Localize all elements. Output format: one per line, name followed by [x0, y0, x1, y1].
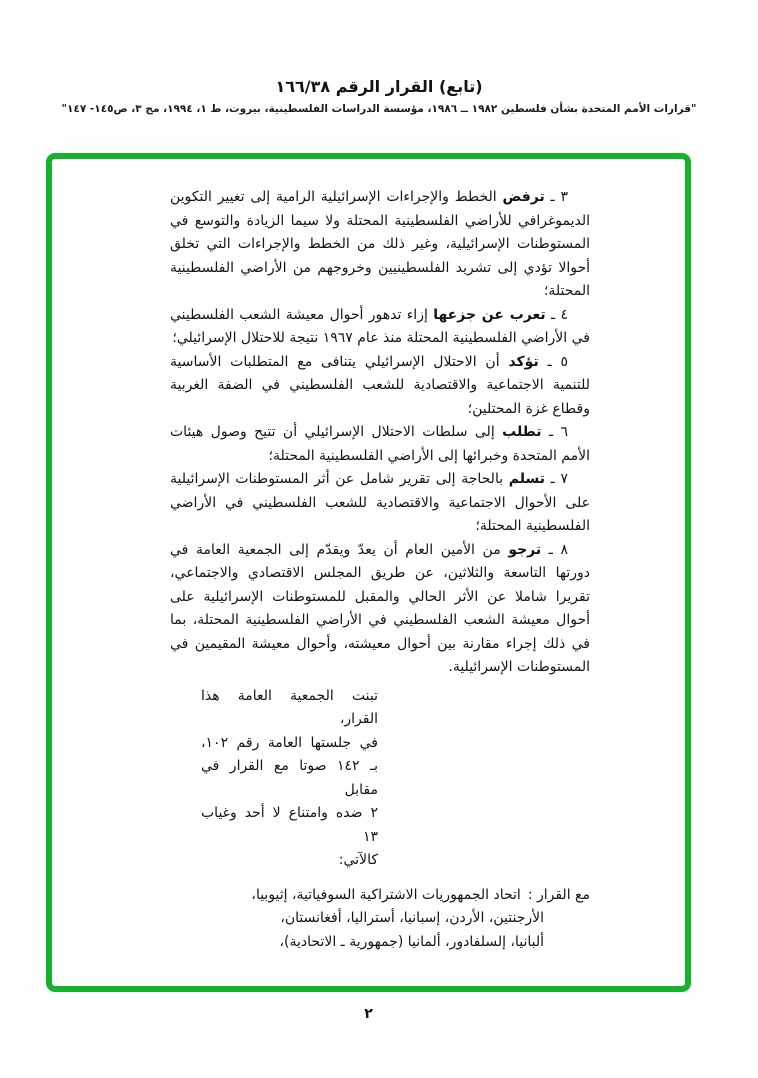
- paragraph-text: إلى سلطات الاحتلال الإسرائيلي أن تتيح وصول هيئات الأمم المتحدة وخبرائها إلى الأراضي الفلسطينية المحتلة؛: [170, 424, 590, 464]
- adoption-note: [201, 685, 378, 873]
- vote-with-label: مع القرار :: [527, 886, 590, 903]
- adoption-line: بـ ١٤٢ صوتا مع القرار في مقابل: [201, 758, 378, 798]
- paragraph-text: إزاء تدهور أحوال معيشة الشعب الفلسطيني في الأراضي الفلسطينية المحتلة منذ عام ١٩٦٧ نتيجة للاحتلال الإسرائيلي؛: [170, 306, 590, 346]
- adoption-line: كالآتي:: [338, 852, 378, 868]
- operative-paragraph-5: [170, 351, 590, 422]
- adoption-line: تبنت الجمعية العامة هذا القرار،: [201, 687, 378, 727]
- operative-paragraph-3: [170, 186, 590, 304]
- vote-with-block: [170, 884, 590, 955]
- vote-with-line: [170, 884, 590, 908]
- operative-paragraph-6: [170, 421, 590, 468]
- resolution-title: (تابع) القرار الرقم ١٦٦/٣٨: [275, 77, 483, 96]
- source-citation: "قرارات الأمم المتحدة بشأن فلسطين ١٩٨٢ ــ ١٩٨٦، مؤسسة الدراسات الفلسطينية، بيروت، ط ١، ١٩٩٤، مج ٣، ص١٤٥- ١٤٧": [61, 103, 697, 115]
- vote-with-countries: اتحاد الجمهوريات الاشتراكية السوفياتية، إثيوبيا،: [251, 886, 521, 903]
- paragraph-number: ٨ ـ: [541, 541, 568, 558]
- paragraph-number: ٧ ـ: [545, 471, 568, 487]
- paragraph-number: ٤ ـ: [545, 306, 568, 323]
- paragraph-number: ٦ ـ: [541, 424, 568, 440]
- operative-paragraph-7: [170, 468, 590, 539]
- operative-verb: تطلب: [502, 424, 542, 440]
- paragraph-number: ٣ ـ: [544, 189, 568, 205]
- operative-verb: ترجو: [508, 541, 542, 558]
- paragraph-text: الخطط والإجراءات الإسرائيلية الرامية إلى تغيير التكوين الديموغرافي للأراضي الفلسطينية المحتلة ولا سيما الزيادة والتوسع في المستوطنات الإسرائيلية، وغير ذلك من الخطط والإجراءات التي تخلق أحوالا تؤدي إلى تشريد الفلسطينيين وخروجهم من الأراضي الفلسطينية المحتلة؛: [170, 189, 590, 299]
- paragraph-text: بالحاجة إلى تقرير شامل عن أثر المستوطنات الإسرائيلية على الأحوال الاجتماعية والاقتصادية للشعب الفلسطيني في الأراضي الفلسطينية المحتلة؛: [170, 471, 590, 534]
- operative-paragraph-8: [170, 539, 590, 680]
- vote-with-line: الأرجنتين، الأردن، إسبانيا، أستراليا، أفغانستان،: [280, 910, 544, 926]
- page-number: ٢: [364, 1006, 373, 1022]
- operative-verb: تؤكد: [508, 353, 539, 370]
- operative-paragraph-4: [170, 304, 590, 351]
- paragraph-text: أن الاحتلال الإسرائيلي يتنافى مع المتطلبات الأساسية للتنمية الاجتماعية والاقتصادية للشعب الفلسطيني في الضفة الغربية وقطاع غزة المحتلين؛: [170, 353, 590, 417]
- paragraph-number: ٥ ـ: [538, 353, 568, 370]
- adoption-line: في جلستها العامة رقم ١٠٢،: [201, 734, 378, 751]
- resolution-body: [170, 186, 590, 954]
- adoption-line: ٢ ضده وامتناع لا أحد وغياب ١٣: [201, 805, 378, 845]
- paragraph-text: من الأمين العام أن يعدّ ويقدّم إلى الجمعية العامة في دورتها التاسعة والثلاثين، عن طريق المجلس الاقتصادي والاجتماعي، تقريرا شاملا عن الأثر الحالي والمقبل للمستوطنات الإسرائيلية على أحوال معيشة الشعب الفلسطيني في الأراضي الفلسطينية المحتلة، بما في ذلك إجراء مقارنة بين أحوال معيشته، وأحوال معيشة المقيمين في المستوطنات الإسرائيلية.: [170, 541, 590, 675]
- operative-verb: تعرب عن جزعها: [433, 306, 546, 323]
- operative-verb: ترفض: [502, 189, 545, 205]
- operative-verb: تسلم: [508, 471, 545, 487]
- vote-with-line: ألبانيا، إلسلفادور، ألمانيا (جمهورية ـ الاتحادية)،: [279, 933, 544, 950]
